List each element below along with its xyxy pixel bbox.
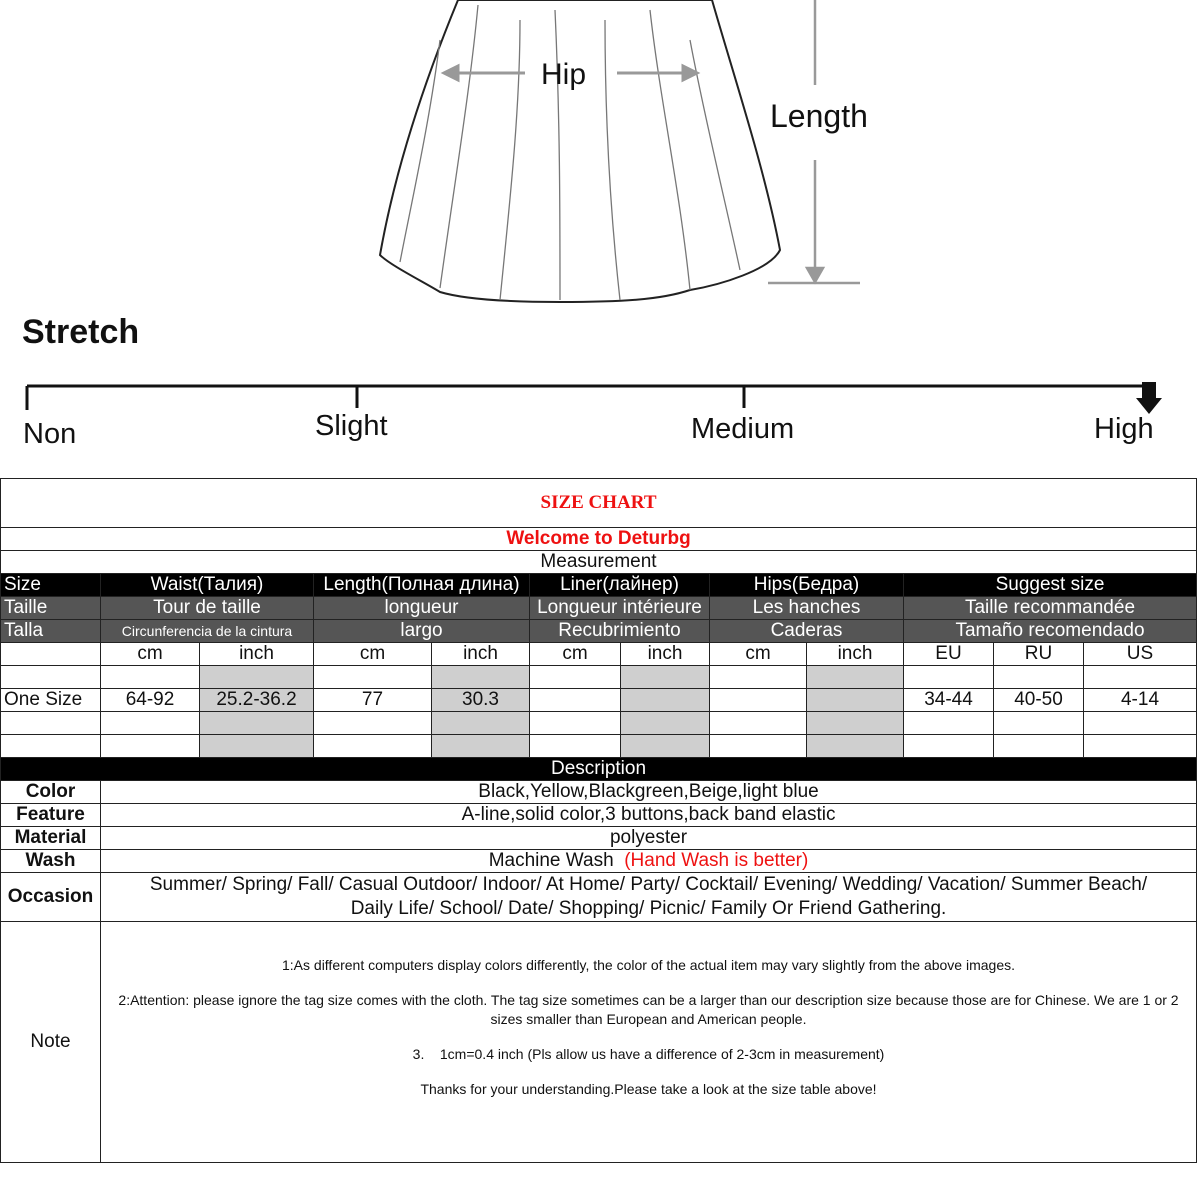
note-label: Note bbox=[1, 922, 101, 1163]
units-row bbox=[1, 643, 1197, 666]
header-tour-de-taille: Tour de taille bbox=[101, 597, 314, 620]
table-row-empty bbox=[1, 735, 1197, 758]
table-row bbox=[1, 689, 1197, 712]
header-circunferencia: Circunferencia de la cintura bbox=[101, 620, 314, 643]
wash-label: Wash bbox=[1, 850, 101, 873]
occasion-line-2: Daily Life/ School/ Date/ Shopping/ Picnic/ Family Or Friend Gathering. bbox=[350, 898, 947, 919]
unit-cell: cm bbox=[710, 643, 807, 666]
color-label: Color bbox=[1, 781, 101, 804]
table-row-empty bbox=[1, 666, 1197, 689]
unit-cell: RU bbox=[994, 643, 1084, 666]
stretch-title: Stretch bbox=[22, 313, 140, 351]
skirt-folds bbox=[400, 5, 740, 300]
stretch-level-medium: Medium bbox=[691, 413, 795, 445]
header-recubrimiento: Recubrimiento bbox=[530, 620, 710, 643]
note-cell bbox=[101, 922, 1197, 1163]
size-chart-table bbox=[0, 478, 1197, 1163]
header-row-es bbox=[1, 620, 1197, 643]
wash-cell bbox=[101, 850, 1197, 873]
material-label: Material bbox=[1, 827, 101, 850]
stretch-scale bbox=[27, 382, 1162, 414]
header-caderas: Caderas bbox=[710, 620, 904, 643]
header-longueur-interieure: Longueur intérieure bbox=[530, 597, 710, 620]
header-longueur: longueur bbox=[314, 597, 530, 620]
occasion-cell bbox=[101, 873, 1197, 922]
description-title: Description bbox=[1, 758, 1197, 781]
desc-row-material bbox=[1, 827, 1197, 850]
unit-cell: inch bbox=[807, 643, 904, 666]
unit-cell: EU bbox=[904, 643, 994, 666]
stretch-level-slight: Slight bbox=[315, 410, 388, 442]
header-taille-recommandee: Taille recommandée bbox=[904, 597, 1197, 620]
header-taille: Taille bbox=[1, 597, 101, 620]
chart-welcome: Welcome to Deturbg bbox=[1, 528, 1197, 551]
occasion-line-1: Summer/ Spring/ Fall/ Casual Outdoor/ Indoor/ At Home/ Party/ Cocktail/ Evening/ Wedding/ Vacation/ Summer Beach/ bbox=[149, 874, 1148, 895]
header-size: Size bbox=[1, 574, 101, 597]
skirt-measurement-diagram bbox=[0, 0, 1200, 470]
header-tamano: Tamaño recomendado bbox=[904, 620, 1197, 643]
unit-cell: cm bbox=[101, 643, 200, 666]
stretch-level-non: Non bbox=[23, 418, 77, 450]
waist-cm-cell: 64-92 bbox=[101, 689, 200, 712]
wash-hint: (Hand Wash is better) bbox=[624, 850, 809, 871]
unit-cell: inch bbox=[621, 643, 710, 666]
unit-cell: inch bbox=[432, 643, 530, 666]
header-hanches: Les hanches bbox=[710, 597, 904, 620]
header-largo: largo bbox=[314, 620, 530, 643]
chart-measurement: Measurement bbox=[1, 551, 1197, 574]
header-talla: Talla bbox=[1, 620, 101, 643]
header-suggest: Suggest size bbox=[904, 574, 1197, 597]
desc-row-wash bbox=[1, 850, 1197, 873]
unit-cell: cm bbox=[314, 643, 432, 666]
header-length: Length(Полная длина) bbox=[314, 574, 530, 597]
waist-inch-cell: 25.2-36.2 bbox=[200, 689, 314, 712]
header-liner: Liner(лайнер) bbox=[530, 574, 710, 597]
eu-cell: 34-44 bbox=[904, 689, 994, 712]
desc-row-color bbox=[1, 781, 1197, 804]
note-3: 3. 1cm=0.4 inch (Pls allow us have a difference of 2-3cm in measurement) bbox=[412, 1046, 885, 1062]
header-row-en bbox=[1, 574, 1197, 597]
header-waist: Waist(Талия) bbox=[101, 574, 314, 597]
header-row-fr bbox=[1, 597, 1197, 620]
unit-cell: inch bbox=[200, 643, 314, 666]
note-1: 1:As different computers display colors differently, the color of the actual item may vary slightly from the above images. bbox=[282, 957, 1016, 973]
desc-row-note bbox=[1, 922, 1197, 1163]
length-label: Length bbox=[770, 98, 868, 134]
length-arrow bbox=[768, 0, 860, 283]
length-inch-cell: 30.3 bbox=[432, 689, 530, 712]
note-2: 2:Attention: please ignore the tag size comes with the cloth. The tag size sometimes can be a larger than our description size because those are for Chinese. We are 1 or 2 sizes smaller than European and American people. bbox=[118, 992, 1179, 1027]
feature-label: Feature bbox=[1, 804, 101, 827]
desc-row-occasion bbox=[1, 873, 1197, 922]
color-value: Black,Yellow,Blackgreen,Beige,light blue bbox=[101, 781, 1197, 804]
table-row-empty bbox=[1, 712, 1197, 735]
length-cm-cell: 77 bbox=[314, 689, 432, 712]
size-cell: One Size bbox=[1, 689, 101, 712]
occasion-label: Occasion bbox=[1, 873, 101, 922]
note-4: Thanks for your understanding.Please take a look at the size table above! bbox=[420, 1081, 877, 1097]
size-chart bbox=[0, 478, 1198, 1198]
material-value: polyester bbox=[101, 827, 1197, 850]
us-cell: 4-14 bbox=[1084, 689, 1197, 712]
wash-value: Machine Wash bbox=[488, 850, 614, 871]
skirt-outline bbox=[380, 0, 780, 302]
stretch-level-high: High bbox=[1094, 413, 1154, 445]
ru-cell: 40-50 bbox=[994, 689, 1084, 712]
unit-cell: cm bbox=[530, 643, 621, 666]
desc-row-feature bbox=[1, 804, 1197, 827]
hip-label: Hip bbox=[541, 58, 587, 91]
feature-value: A-line,solid color,3 buttons,back band elastic bbox=[101, 804, 1197, 827]
unit-cell: US bbox=[1084, 643, 1197, 666]
header-hips: Hips(Бедра) bbox=[710, 574, 904, 597]
chart-title: SIZE CHART bbox=[1, 479, 1197, 528]
